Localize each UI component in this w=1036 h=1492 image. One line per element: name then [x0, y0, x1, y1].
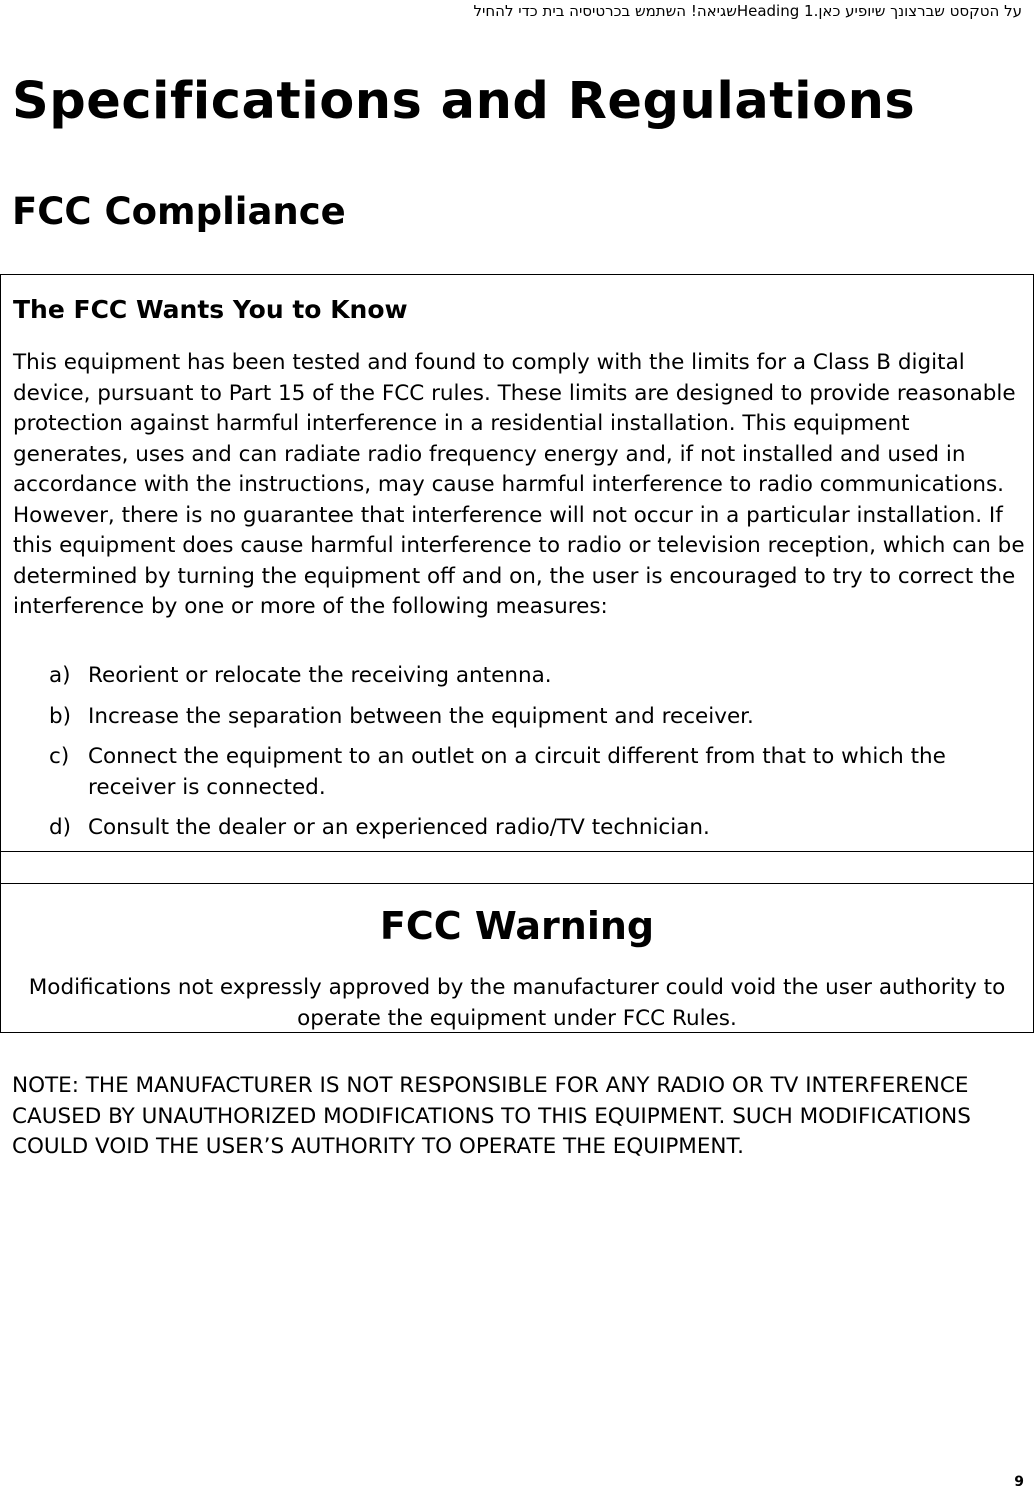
- measure-text: Increase the separation between the equipment and receiver.: [88, 703, 754, 729]
- empty-table-row: [0, 851, 1034, 884]
- fcc-warning-box: [0, 883, 1034, 1033]
- fcc-warning-title: FCC Warning: [379, 904, 655, 948]
- measure-text: Consult the dealer or an experienced radio/TV technician.: [88, 815, 710, 840]
- fcc-know-box: [0, 274, 1034, 852]
- measure-marker: d): [49, 815, 72, 840]
- measure-text: Connect the equipment to an outlet on a circuit different from that to which the receiver is connected.: [88, 744, 946, 800]
- measure-marker: b): [49, 703, 72, 729]
- measure-marker: a): [49, 663, 71, 688]
- fcc-know-title: The FCC Wants You to Know: [13, 295, 408, 324]
- measure-item: [1, 661, 1031, 692]
- measure-marker: c): [49, 744, 70, 769]
- measure-text: Reorient or relocate the receiving antenna.: [88, 663, 552, 688]
- measure-item: [1, 742, 1031, 803]
- measures-list: [1, 661, 1031, 854]
- manufacturer-note: NOTE: THE MANUFACTURER IS NOT RESPONSIBLE FOR ANY RADIO OR TV INTERFERENCE CAUSED BY UNAUTHORIZED MODIFICATIONS TO THIS EQUIPMENT. SUCH MODIFICATIONS COULD VOID THE USER’S AUTHORITY TO OPERATE THE EQUIPMENT.: [12, 1073, 971, 1159]
- measure-item: [1, 813, 1031, 844]
- running-header: על הטקסט שברצונך שיופיע כאן.Heading 1שגיאה! השתמש בכרטיסיה בית כדי להחיל: [473, 2, 1022, 20]
- page-title: Specifications and Regulations: [12, 72, 916, 131]
- fcc-know-body: This equipment has been tested and found to comply with the limits for a Class B digital device, pursuant to Part 15 of the FCC rules. These limits are designed to provide reasonable protection against harmful interference in a residential installation. This equipment generates, uses and can radiate radio frequency energy and, if not installed and used in accordance with the instructions, may cause harmful interference to radio communications. However, there is no guarantee that interference will not occur in a particular installation. If this equipment does cause harmful interference to radio or television reception, which can be determined by turning the equipment off and on, the user is encouraged to try to correct the interference by one or more of the following measures:: [13, 350, 1025, 619]
- section-title: FCC Compliance: [12, 190, 346, 233]
- page-number: 9: [1014, 1474, 1024, 1490]
- measure-item: [1, 702, 1031, 733]
- fcc-warning-body: Modifications not expressly approved by the manufacturer could void the user authority to operate the equipment under FCC Rules.: [28, 975, 1006, 1031]
